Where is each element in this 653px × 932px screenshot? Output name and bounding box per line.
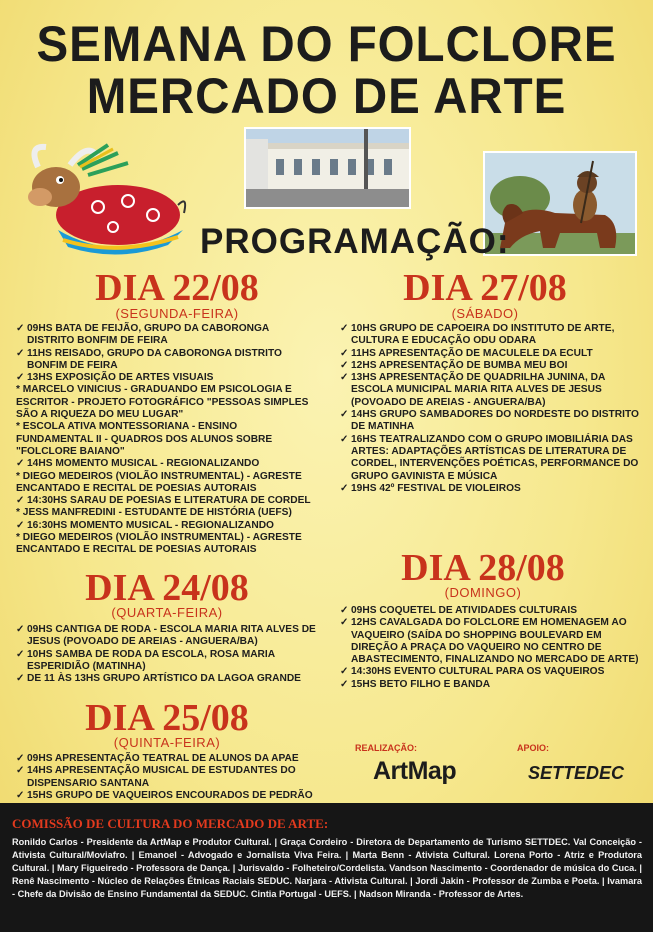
day-27-title: DIA 27/08 xyxy=(403,267,567,309)
program-item: ✓ 12HS CAVALGADA DO FOLCLORE EM HOMENAGEM AO VAQUEIRO (SAÍDA DO SHOPPING BOULEVARD EM DIREÇÃO A PRAÇA DO VAQUEIRO NO CENTRO DE ABASTECIMENTO, FINALIZANDO NO MERCADO DE ARTE) xyxy=(340,617,640,666)
program-item: ✓ 14:30HS EVENTO CULTURAL PARA OS VAQUEIROS xyxy=(340,666,640,678)
programacao-heading: PROGRAMAÇÃO: xyxy=(200,222,510,261)
settedec-logo: SETTEDEC xyxy=(528,763,625,783)
program-item: ✓ 11HS REISADO, GRUPO DA CABORONGA DISTRITO BONFIM DE FEIRA xyxy=(16,348,316,373)
artmap-logo: ArtMap xyxy=(373,757,457,785)
program-item: ✓ 14:30HS SARAU DE POESIAS E LITERATURA DE CORDEL xyxy=(16,495,316,507)
program-item: ✓ 09HS CANTIGA DE RODA - ESCOLA MARIA RITA ALVES DE JESUS (POVOADO DE AREIAS - ANGUERA/BA) xyxy=(16,624,316,649)
day-22-program-list xyxy=(16,323,316,557)
program-item: ✓ DE 11 ÀS 13HS GRUPO ARTÍSTICO DA LAGOA GRANDE xyxy=(16,673,316,685)
program-item: ✓ 15HS BETO FILHO E BANDA xyxy=(340,679,640,691)
day-28-weekday: (DOMINGO) xyxy=(444,585,522,600)
program-item: ✓ 15HS GRUPO DE VAQUEIROS ENCOURADOS DE PEDRÃO xyxy=(16,790,316,802)
poster-title-line1: SEMANA DO FOLCLORE xyxy=(36,16,617,72)
program-item: ✓ 14HS GRUPO SAMBADORES DO NORDESTE DO DISTRITO DE MATINHA xyxy=(340,409,640,434)
program-item: ✓ 09HS BATA DE FEIJÃO, GRUPO DA CABORONGA DISTRITO BONFIM DE FEIRA xyxy=(16,323,316,348)
realizacao-label: REALIZAÇÃO: xyxy=(355,743,417,753)
bumba-meu-boi-illustration xyxy=(18,135,188,260)
day-22-title: DIA 22/08 xyxy=(95,267,259,309)
program-item: ✓ 14HS MOMENTO MUSICAL - REGIONALIZANDO xyxy=(16,458,316,470)
footer-committee-text: Ronildo Carlos - Presidente da ArtMap e Produtor Cultural. | Graça Cordeiro - Diretora de Departamento de Turismo SETTDEC. Val Conceição - Ativista Cultural/Moviafro. | Emanoel - Advogado e Jornalista Viva Feira. | Marta Benn - Ativista Cultural. Lorena Porto - Atriz e Produtora Cultural. | Mary Figueiredo - Professora de Dança. | Jurisvaldo - Folheteiro/Cordelista. Vandson Nascimento - Coordenador de música do Cuca. | Renê Nascimento - Núcleo de Relações Étnicas Raciais SEDUC. Narjara - Ativista Cultural. | Jordi Jakin - Professor de Zumba e Poeta. | Ivamara - Chefe da Divisão de Ensino Fundamental da SEDUC. Cintia Portugal - UEFS. | Nadson Miranda - Professor de Artes. xyxy=(12,837,642,899)
day-24-program-list xyxy=(16,624,316,685)
day-27-program-list xyxy=(340,323,640,495)
poster-title-line2: MERCADO DE ARTE xyxy=(86,68,567,124)
program-item: ✓ 16:30HS MOMENTO MUSICAL - REGIONALIZANDO xyxy=(16,520,316,532)
day-22-weekday: (SEGUNDA-FEIRA) xyxy=(115,306,239,321)
program-item: ✓ 16HS TEATRALIZANDO COM O GRUPO IMOBILIÁRIA DAS ARTES: ADAPTAÇÕES ARTÍSTICAS DE LITERATURA DE CORDEL, INTERVENÇÕES POÉTICAS, PERFORMANCE DO GRUPO GAVINISTA E MÚSICA xyxy=(340,434,640,483)
day-27-weekday: (SÁBADO) xyxy=(451,306,519,321)
program-note: * DIEGO MEDEIROS (VIOLÃO INSTRUMENTAL) - AGRESTE ENCANTADO E RECITAL DE POESIAS AUTORAIS xyxy=(16,532,302,556)
program-item: ✓ 11HS APRESENTAÇÃO DE MACULELE DA ECULT xyxy=(340,348,640,360)
program-item: ✓ 10HS GRUPO DE CAPOEIRA DO INSTITUTO DE ARTE, CULTURA E EDUCAÇÃO ODU ODARA xyxy=(340,323,640,348)
program-item: ✓ 19HS 42º FESTIVAL DE VIOLEIROS xyxy=(340,483,640,495)
day-28-program-list xyxy=(340,605,640,691)
program-item: ✓ 14HS APRESENTAÇÃO MUSICAL DE ESTUDANTES DO DISPENSARIO SANTANA xyxy=(16,765,316,790)
day-25-weekday: (QUINTA-FEIRA) xyxy=(113,735,221,750)
day-25-program-list xyxy=(16,753,316,802)
program-item: ✓ 10HS SAMBA DE RODA DA ESCOLA, ROSA MARIA ESPERIDIÃO (MATINHA) xyxy=(16,649,316,674)
program-item: ✓ 09HS APRESENTAÇÃO TEATRAL DE ALUNOS DA APAE xyxy=(16,753,316,765)
day-28-title: DIA 28/08 xyxy=(401,547,565,589)
program-note: * ESCOLA ATIVA MONTESSORIANA - ENSINO FUNDAMENTAL II - QUADROS DOS ALUNOS SOBRE "FOLCLORE BAIANO" xyxy=(16,421,273,457)
day-24-title: DIA 24/08 xyxy=(85,567,249,609)
program-note: * DIEGO MEDEIROS (VIOLÃO INSTRUMENTAL) - AGRESTE ENCANTADO E RECITAL DE POESIAS AUTORAIS xyxy=(16,470,302,494)
apoio-label: APOIO: xyxy=(517,743,550,753)
program-item: ✓ 13HS EXPOSIÇÃO DE ARTES VISUAIS xyxy=(16,372,316,384)
program-item: ✓ 09HS COQUETEL DE ATIVIDADES CULTURAIS xyxy=(340,605,640,617)
program-item: ✓ 12HS APRESENTAÇÃO DE BUMBA MEU BOI xyxy=(340,360,640,372)
day-24-weekday: (QUARTA-FEIRA) xyxy=(111,605,223,620)
market-building-photo xyxy=(244,127,411,209)
program-item: ✓ 13HS APRESENTAÇÃO DE QUADRILHA JUNINA, DA ESCOLA MUNICIPAL MARIA RITA ALVES DE JESUS (POVOADO DE AREIAS - ANGUERA/BA) xyxy=(340,372,640,409)
program-note: * MARCELO VINICIUS - GRADUANDO EM PSICOLOGIA E ESCRITOR - PROJETO FOTOGRÁFICO "PESSOAS SIMPLES SÃO A RIQUEZA DO MEU LUGAR" xyxy=(16,384,309,421)
day-25-title: DIA 25/08 xyxy=(85,697,249,739)
footer-title: COMISSÃO DE CULTURA DO MERCADO DE ARTE: xyxy=(12,816,329,831)
program-note: * JESS MANFREDINI - ESTUDANTE DE HISTÓRIA (UEFS) xyxy=(16,507,292,519)
